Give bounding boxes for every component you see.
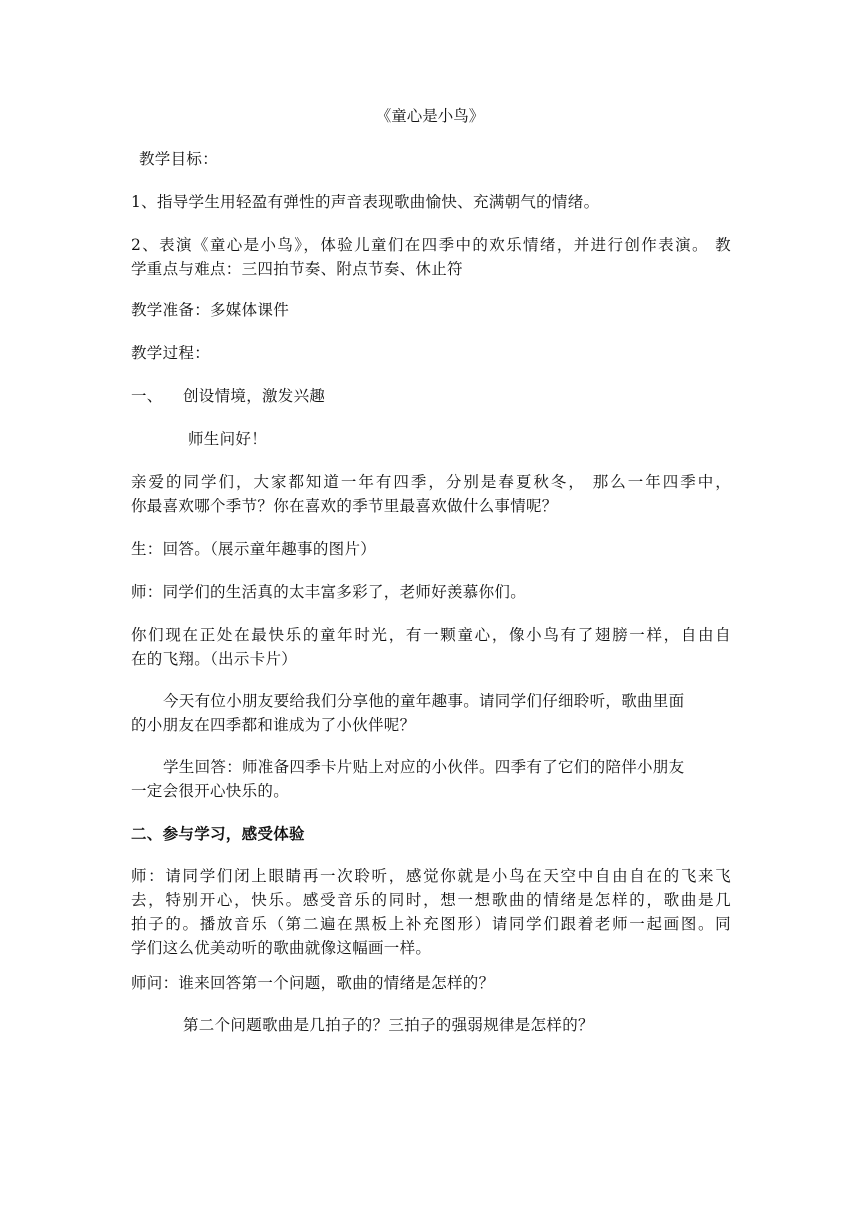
paragraph-childhood-line-1: 你们现在正处在最快乐的童年时光，有一颗童心，像小鸟有了翅膀一样，自由自 xyxy=(131,626,731,644)
objective-2-line-2: 学重点与难点：三四拍节奏、附点节奏、休止符 xyxy=(131,260,463,278)
question-1: 师问：谁来回答第一个问题，歌曲的情绪是怎样的？ xyxy=(131,974,495,992)
step-1-heading: 创设情境，激发兴趣 xyxy=(183,387,326,405)
paragraph-seasons-line-2: 你最喜欢哪个季节？你在喜欢的季节里最喜欢做什么事情呢？ xyxy=(131,497,558,515)
objective-1: 1、指导学生用轻盈有弹性的声音表现歌曲愉快、充满朝气的情绪。 xyxy=(131,193,600,211)
teacher-comment: 师：同学们的生活真的太丰富多彩了，老师好羡慕你们。 xyxy=(131,583,527,601)
section-heading-process: 教学过程： xyxy=(131,344,211,362)
section-2-heading: 二、参与学习，感受体验 xyxy=(131,824,305,843)
objective-2-line-1: 2、表演《童心是小鸟》，体验儿童们在四季中的欢乐情绪，并进行创作表演。 教 xyxy=(131,236,731,254)
teaching-preparation: 教学准备：多媒体课件 xyxy=(131,301,290,319)
student-answer: 生：回答。（展示童年趣事的图片） xyxy=(131,540,377,558)
paragraph-story-line-1: 今天有位小朋友要给我们分享他的童年趣事。请同学们仔细聆听，歌曲里面 xyxy=(163,692,685,710)
paragraph-answer-line-2: 一定会很开心快乐的。 xyxy=(131,782,290,800)
paragraph-story-line-2: 的小朋友在四季都和谁成为了小伙伴呢？ xyxy=(131,716,416,734)
paragraph-seasons-line-1: 亲爱的同学们，大家都知道一年有四季，分别是春夏秋冬， 那么一年四季中， xyxy=(131,473,731,491)
greeting: 师生问好！ xyxy=(188,430,268,448)
document-title: 《童心是小鸟》 xyxy=(375,107,485,125)
paragraph-childhood-line-2: 在的飞翔。（出示卡片） xyxy=(131,650,298,668)
question-2: 第二个问题歌曲是几拍子的？三拍子的强弱规律是怎样的？ xyxy=(183,1016,594,1034)
paragraph-listen-line-3: 拍子的。播放音乐（第二遍在黑板上补充图形）请同学们跟着老师一起画图。同 xyxy=(131,915,731,933)
step-1-number: 一、 xyxy=(131,387,163,405)
paragraph-answer-line-1: 学生回答：师准备四季卡片贴上对应的小伙伴。四季有了它们的陪伴小朋友 xyxy=(163,758,685,776)
paragraph-listen-line-4: 学们这么优美动听的歌曲就像这幅画一样。 xyxy=(131,939,432,957)
paragraph-listen-line-2: 去，特别开心，快乐。感受音乐的同时，想一想歌曲的情绪是怎样的，歌曲是几 xyxy=(131,891,731,909)
section-heading-objectives: 教学目标： xyxy=(139,150,219,168)
paragraph-listen-line-1: 师：请同学们闭上眼睛再一次聆听，感觉你就是小鸟在天空中自由自在的飞来飞 xyxy=(131,867,731,885)
